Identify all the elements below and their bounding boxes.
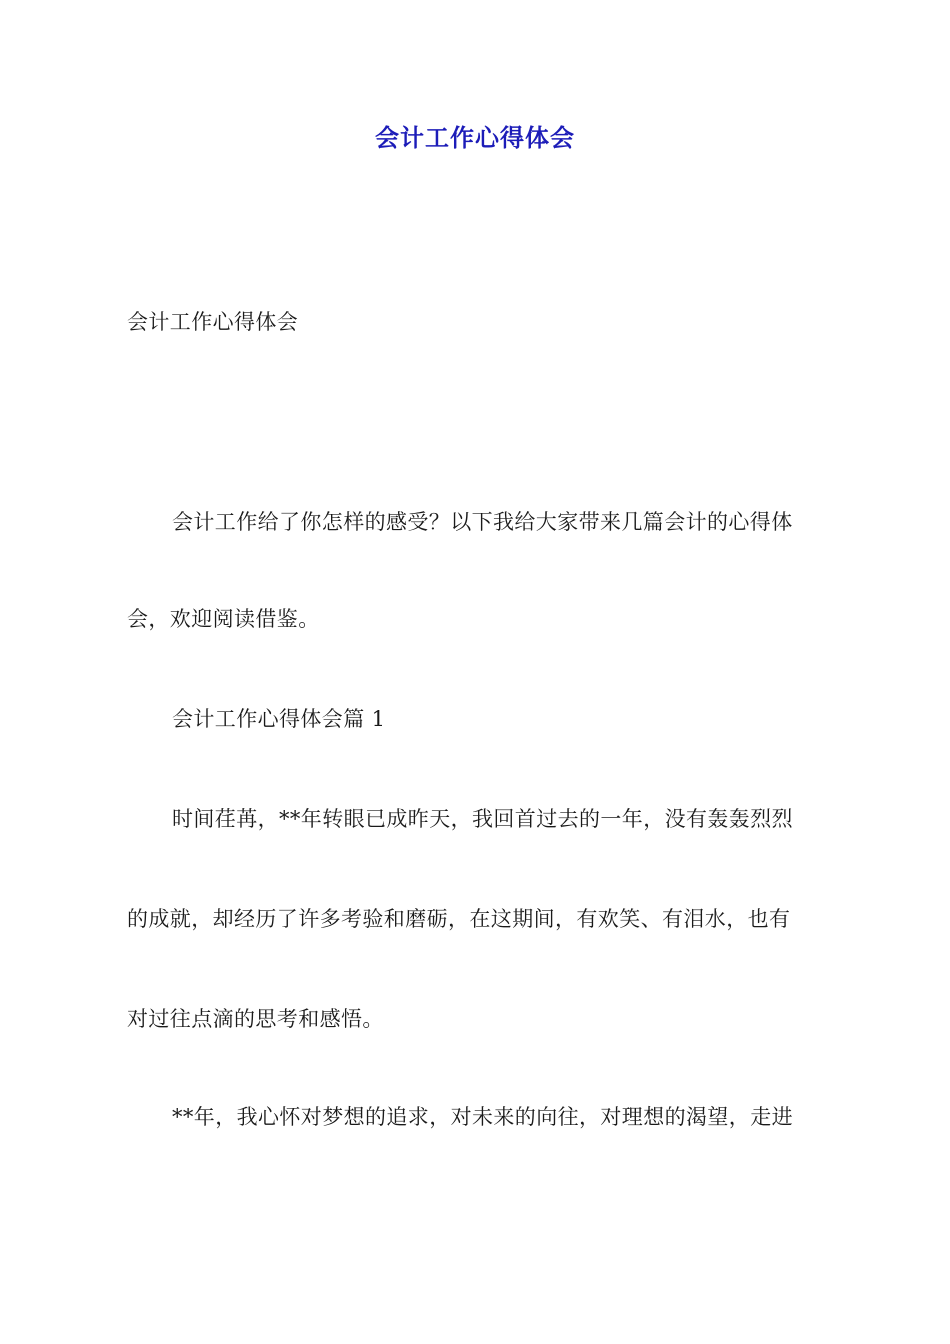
paragraph-line: 会，欢迎阅读借鉴。: [127, 607, 320, 631]
paragraph-line: 的成就，却经历了许多考验和磨砺，在这期间，有欢笑、有泪水，也有: [127, 907, 791, 931]
paragraph-line: 对过往点滴的思考和感悟。: [127, 1007, 384, 1031]
paragraph-line: **年，我心怀对梦想的追求，对未来的向往，对理想的渴望，走进: [172, 1105, 793, 1129]
document-subtitle: 会计工作心得体会: [127, 310, 299, 334]
paragraph-line: 时间荏苒，**年转眼已成昨天，我回首过去的一年，没有轰轰烈烈: [172, 807, 793, 831]
paragraph-line: 会计工作给了你怎样的感受？以下我给大家带来几篇会计的心得体: [172, 510, 793, 534]
section-heading: 会计工作心得体会篇 1: [172, 707, 386, 731]
document-title: 会计工作心得体会: [375, 124, 575, 152]
